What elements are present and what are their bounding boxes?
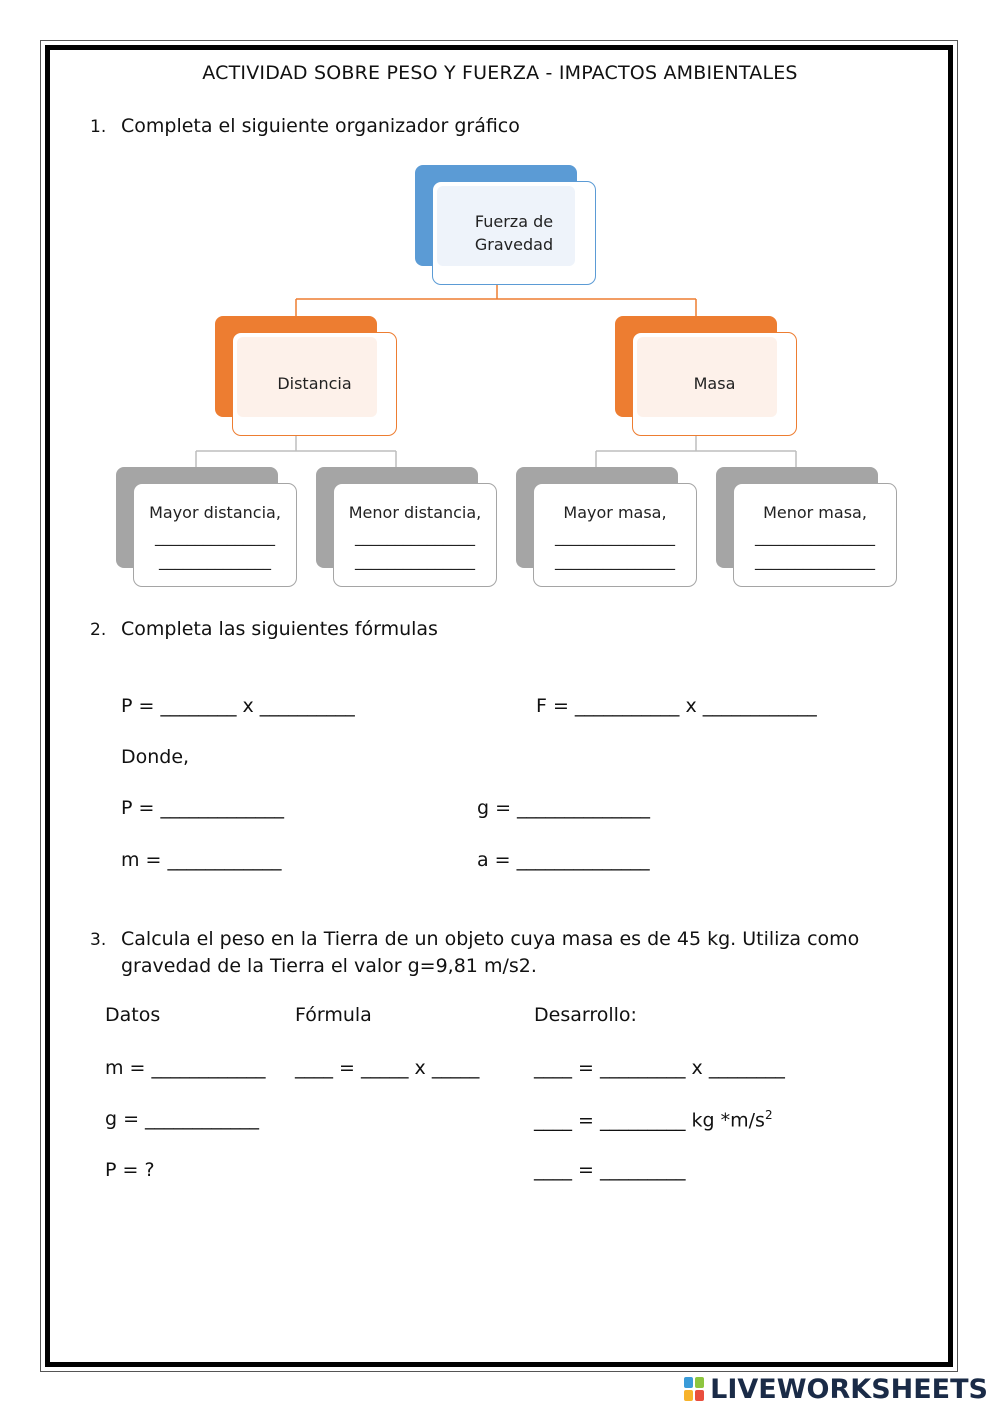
root-node-line1: Fuerza de [474, 212, 554, 231]
leaf-3-label: Mayor masa, [563, 503, 667, 522]
worksheet-title: ACTIVIDAD SOBRE PESO Y FUERZA - IMPACTOS AMBIENTALES [202, 62, 798, 84]
datos-header: Datos [105, 1004, 161, 1026]
definition-m-blank[interactable]: m = ____________ [121, 849, 282, 871]
formula-f-blank[interactable]: F = ___________ x ____________ [536, 695, 817, 717]
datos-p-unknown: P = ? [105, 1159, 155, 1181]
leaf-4-blank-2[interactable]: _______________ [755, 551, 875, 570]
formula-p-blank[interactable]: P = ________ x __________ [121, 695, 355, 717]
question-1-text: Completa el siguiente organizador gráfico [121, 115, 520, 137]
leaf-2-blank-2[interactable]: _______________ [355, 551, 475, 570]
desarrollo-line-2[interactable] [534, 1108, 773, 1131]
leaf-3-content [536, 501, 694, 573]
desarrollo-line-2-blank[interactable]: ____ = _________ kg *m/s [534, 1109, 765, 1132]
distancia-node-label: Distancia [277, 374, 352, 393]
definition-p-blank[interactable]: P = _____________ [121, 797, 284, 819]
question-2-text: Completa las siguientes fórmulas [121, 618, 438, 640]
datos-m-blank[interactable]: m = ____________ [105, 1057, 266, 1079]
question-1-number: 1. [90, 117, 107, 137]
leaf-2-content [336, 501, 494, 573]
liveworksheets-logo [684, 1374, 988, 1405]
root-node-label [437, 210, 591, 256]
desarrollo-line-3-blank[interactable]: ____ = _________ [534, 1159, 686, 1181]
question-2-number: 2. [90, 620, 107, 640]
datos-g-blank[interactable]: g = ____________ [105, 1108, 260, 1130]
donde-label: Donde, [121, 746, 190, 768]
question-3 [90, 926, 910, 977]
leaf-1-blank-2[interactable]: ______________ [159, 551, 271, 570]
masa-node-label: Masa [693, 374, 736, 393]
question-3-line-1: Calcula el peso en la Tierra de un objeto cuya masa es de 45 kg. Utiliza como [121, 928, 860, 950]
definition-a-blank[interactable]: a = ______________ [477, 849, 650, 871]
leaf-4-label: Menor masa, [763, 503, 867, 522]
desarrollo-line-2-exponent: 2 [764, 1108, 773, 1122]
leaf-1-label: Mayor distancia, [149, 503, 281, 522]
leaf-2-blank-1[interactable]: _______________ [355, 527, 475, 546]
leaf-2-label: Menor distancia, [348, 503, 482, 522]
leaf-4-content [736, 501, 894, 573]
liveworksheets-wordmark: LIVEWORKSHEETS [710, 1374, 988, 1405]
leaf-1-content [136, 501, 294, 573]
leaf-3-blank-2[interactable]: _______________ [555, 551, 675, 570]
question-3-line-2: gravedad de la Tierra el valor g=9,81 m/s2. [121, 955, 537, 977]
leaf-1-blank-1[interactable]: _______________ [155, 527, 275, 546]
question-2 [90, 616, 438, 644]
question-3-number: 3. [90, 930, 107, 950]
root-node-line2: Gravedad [474, 235, 554, 254]
formula-header: Fórmula [295, 1004, 372, 1026]
liveworksheets-icon [684, 1377, 706, 1403]
desarrollo-header: Desarrollo: [534, 1004, 637, 1026]
formula-line-blank[interactable]: ____ = _____ x _____ [295, 1057, 480, 1079]
leaf-3-blank-1[interactable]: _______________ [555, 527, 675, 546]
leaf-4-blank-1[interactable]: _______________ [755, 527, 875, 546]
definition-g-blank[interactable]: g = ______________ [477, 797, 651, 819]
desarrollo-line-1-blank[interactable]: ____ = _________ x ________ [534, 1057, 785, 1079]
